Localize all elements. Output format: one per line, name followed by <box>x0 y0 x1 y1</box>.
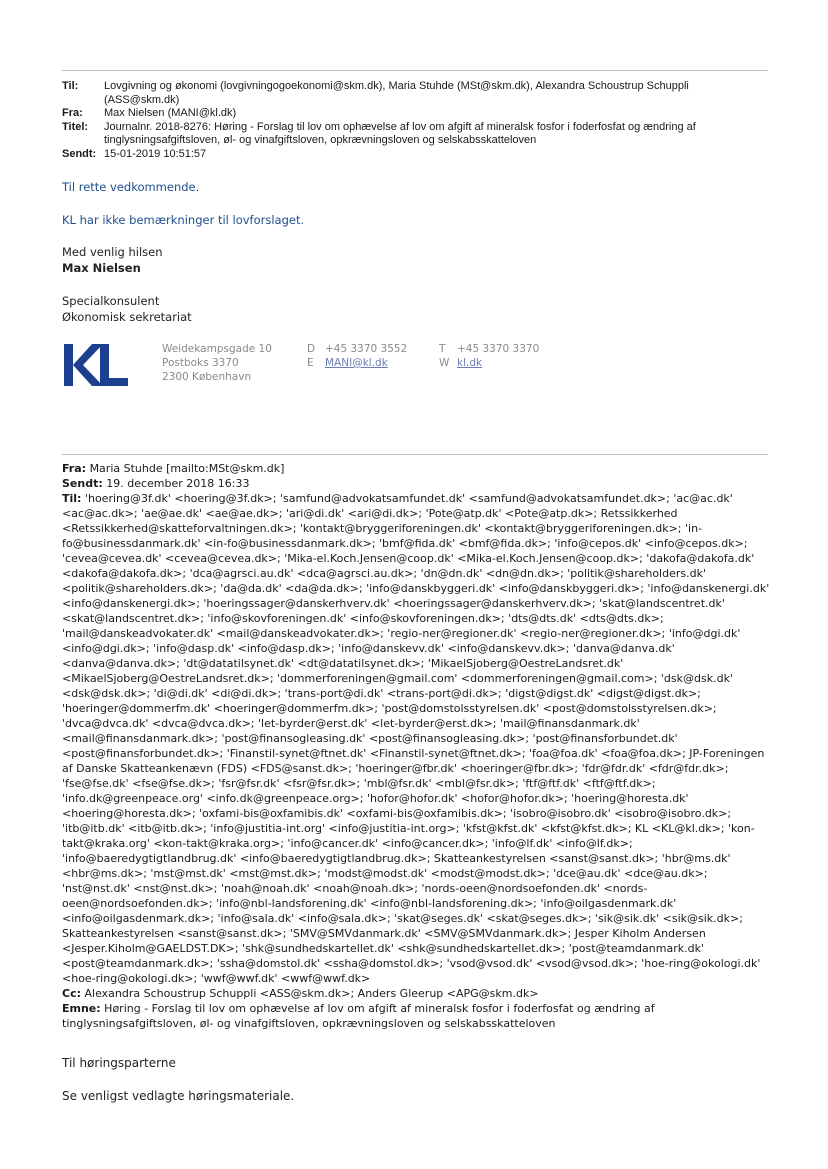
title-row <box>62 121 762 148</box>
fwd-from-value: Maria Stuhde [mailto:MSt@skm.dk] <box>89 462 285 475</box>
from-row <box>62 107 762 121</box>
reply-greeting: Til rette vedkommende. <box>62 180 200 194</box>
reply-statement: KL har ikke bemærkninger til lovforslaget. <box>62 213 305 227</box>
hearing-body: Se venligst vedlagte høringsmateriale. <box>62 1089 295 1103</box>
email-signature <box>62 340 582 396</box>
title-label: Titel: <box>62 120 89 133</box>
signature-direct-contact <box>307 342 407 370</box>
forwarded-message <box>62 461 774 1031</box>
fwd-subject-value: Høring - Forslag til lov om ophævelse af lov om afgift af mineralsk fosfor i foderfosfat og ændring af tinglysningsafgiftsloven, øl- og vinafgiftsloven, opkrævningsloven og selskabsskatteloven <box>62 1002 655 1030</box>
fwd-cc-row <box>62 986 774 1001</box>
fwd-sent-value: 19. december 2018 16:33 <box>106 477 250 490</box>
fwd-cc-label: Cc: <box>62 987 81 1000</box>
to-row <box>62 80 762 107</box>
direct-phone: +45 3370 3552 <box>325 343 408 355</box>
fwd-cc-value: Alexandra Schoustrup Schuppli <ASS@skm.dk>; Anders Gleerup <APG@skm.dk> <box>84 987 539 1000</box>
sender-name: Max Nielsen <box>62 261 141 275</box>
fwd-from-label: Fra: <box>62 462 87 475</box>
to-value: Lovgivning og økonomi (lovgivningogoekonomi@skm.dk), Maria Stuhde (MSt@skm.dk), Alexandra Schoustrup Schuppli (ASS@skm.dk) <box>104 80 689 106</box>
forward-divider <box>62 454 768 455</box>
fwd-sent-row <box>62 476 774 491</box>
address-line-1: Weidekampsgade 10 <box>162 343 272 355</box>
fwd-from-row <box>62 461 774 476</box>
main-phone-label: T <box>439 343 446 355</box>
email-link[interactable]: MANI@kl.dk <box>325 357 388 369</box>
from-label: Fra: <box>62 107 83 119</box>
to-label: Til: <box>62 80 79 92</box>
fwd-to-value: 'hoering@3f.dk' <hoering@3f.dk>; 'samfund@advokatsamfundet.dk' <samfund@advokatsamfundet.dk>; 'ac@ac.dk' <ac@ac.dk>; 'ae@ae.dk' <ae@ae.dk>; 'ari@di.dk' <ari@di.dk>; 'Pote@atp.dk' <Pote@atp.dk>; Retssikkerhed <Retssikkerhed@skatteforvaltningen.dk>; 'kontakt@bryggeriforeningen.dk' <kontakt@bryggeriforeningen.dk>; 'in-fo@businessdanmark.dk' <in-fo@businessdanmark.dk>; 'bmf@fida.dk' <bmf@fida.dk>; 'info@cepos.dk' <info@cepos.dk>; 'cevea@cevea.dk' <cevea@cevea.dk>; 'Mika-el.Koch.Jensen@coop.dk' <Mika-el.Koch.Jensen@coop.dk>; 'dakofa@dakofa.dk' <dakofa@dakofa.dk>; 'dca@agrsci.au.dk' <dca@agrsci.au.dk>; 'dn@dn.dk' <dn@dn.dk>; 'politik@shareholders.dk' <politik@shareholders.dk>; 'da@da.dk' <da@da.dk>; 'info@danskbyggeri.dk' <info@danskbyggeri.dk>; 'info@danskenergi.dk' <info@danskenergi.dk>; 'hoeringssager@danskerhverv.dk' <hoeringssager@danskerhverv.dk>; 'skat@landscentret.dk' <skat@landscentret.dk>; 'info@skovforeningen.dk' <info@skovforeningen.dk>; 'dts@dts.dk' <dts@dts.dk>; 'mail@danskeadvokater.dk' <mail@danskeadvokater.dk>; 'regio-ner@regioner.dk' <regio-ner@regioner.dk>; 'info@dgi.dk' <info@dgi.dk>; 'info@dasp.dk' <info@dasp.dk>; 'info@danskevv.dk' <info@danskevv.dk>; 'danva@danva.dk' <danva@danva.dk>; 'dt@datatilsynet.dk' <dt@datatilsynet.dk>; 'MikaelSjoberg@OestreLandsret.dk' <MikaelSjoberg@OestreLandsret.dk>; 'dommerforeningen@gmail.com' <dommerforeningen@gmail.com>; 'dsk@dsk.dk' <dsk@dsk.dk>; 'di@di.dk' <di@di.dk>; 'trans-port@di.dk' <trans-port@di.dk>; 'digst@digst.dk' <digst@digst.dk>; 'hoeringer@dommerfm.dk' <hoeringer@dommerfm.dk>; 'post@domstolsstyrelsen.dk' <post@domstolsstyrelsen.dk>; 'dvca@dvca.dk' <dvca@dvca.dk>; 'let-byrder@erst.dk' <let-byrder@erst.dk>; 'mail@finansdanmark.dk' <mail@finansdanmark.dk>; 'post@finansogleasing.dk' <post@finansogleasing.dk>; 'post@finansforbundet.dk' <post@finansforbundet.dk>; 'Finanstil-synet@ftnet.dk' <Finanstil-synet@ftnet.dk>; 'foa@foa.dk' <foa@foa.dk>; JP-Foreningen af Danske Skatteankenævn (FDS) <FDS@sanst.dk>; 'hoeringer@fbr.dk' <hoeringer@fbr.dk>; 'fdr@fdr.dk' <fdr@fdr.dk>; 'fse@fse.dk' <fse@fse.dk>; 'fsr@fsr.dk' <fsr@fsr.dk>; 'mbl@fsr.dk' <mbl@fsr.dk>; 'ftf@ftf.dk' <ftf@ftf.dk>; 'info.dk@greenpeace.org' <info.dk@greenpeace.org>; 'hofor@hofor.dk' <hofor@hofor.dk>; 'hoering@horesta.dk' <hoering@horesta.dk>; 'oxfami-bis@oxfamibis.dk' <oxfami-bis@oxfamibis.dk>; 'isobro@isobro.dk' <isobro@isobro.dk>; 'itb@itb.dk' <itb@itb.dk>; 'info@justitia-int.org' <info@justitia-int.org>; 'kfst@kfst.dk' <kfst@kfst.dk>; KL <KL@kl.dk>; 'kon-takt@kraka.org' <kon-takt@kraka.org>; 'info@cancer.dk' <info@cancer.dk>; 'info@lf.dk' <info@lf.dk>; 'info@baeredygtigtlandbrug.dk' <info@baeredygtigtlandbrug.dk>; Skatteankestyrelsen <sanst@sanst.dk>; 'hbr@ms.dk' <hbr@ms.dk>; 'mst@mst.dk' <mst@mst.dk>; 'modst@modst.dk' <modst@modst.dk>; 'dce@au.dk' <dce@au.dk>; 'nst@nst.dk' <nst@nst.dk>; 'noah@noah.dk' <noah@noah.dk>; 'nords-oeen@nordsoefonden.dk' <nords-oeen@nordsoefonden.dk>; 'info@nbl-landsforening.dk' <info@nbl-landsforening.dk>; 'info@oilgasdenmark.dk' <info@oilgasdenmark.dk>; 'info@sala.dk' <info@sala.dk>; 'skat@seges.dk' <skat@seges.dk>; 'sik@sik.dk' <sik@sik.dk>; Skatteankestyrelsen <sanst@sanst.dk>; 'SMV@SMVdanmark.dk' <SMV@SMVdanmark.dk>; Jesper Kiholm Andersen <Jesper.Kiholm@GAELDST.DK>; 'shk@sundhedskartellet.dk' <shk@sundhedskartellet.dk>; 'post@teamdanmark.dk' <post@teamdanmark.dk>; 'ssha@domstol.dk' <ssha@domstol.dk>; 'vsod@vsod.dk' <vsod@vsod.dk>; 'hoe-ring@okologi.dk' <hoe-ring@okologi.dk>; 'wwf@wwf.dk' <wwf@wwf.dk> <box>62 492 770 985</box>
signature-address <box>162 342 272 384</box>
signature-general-contact <box>439 342 539 370</box>
email-label: E <box>307 357 314 369</box>
fwd-to-row <box>62 491 774 986</box>
kl-logo <box>62 340 132 390</box>
direct-phone-label: D <box>307 343 316 355</box>
hearing-salutation: Til høringsparterne <box>62 1056 176 1070</box>
fwd-sent-label: Sendt: <box>62 477 103 490</box>
sent-row <box>62 148 762 162</box>
fwd-subject-row <box>62 1001 774 1031</box>
fwd-to-label: Til: <box>62 492 82 505</box>
address-line-2: Postboks 3370 <box>162 357 239 369</box>
title-value: Journalnr. 2018-8276: Høring - Forslag til lov om ophævelse af lov om afgift af mineralsk fosfor i foderfosfat og ændring af tinglysningsafgiftsloven, øl- og vinafgiftsloven, opkrævningsloven og selskabsskatteloven <box>104 120 696 146</box>
website-link[interactable]: kl.dk <box>457 357 483 369</box>
from-value: Max Nielsen (MANI@kl.dk) <box>104 107 237 119</box>
sender-role: Specialkonsulent <box>62 294 160 308</box>
fwd-subject-label: Emne: <box>62 1002 101 1015</box>
top-divider <box>62 70 768 71</box>
email-header <box>62 80 762 161</box>
address-line-3: 2300 København <box>162 371 252 383</box>
website-label: W <box>439 357 450 369</box>
main-phone: +45 3370 3370 <box>457 343 540 355</box>
sent-label: Sendt: <box>62 147 97 160</box>
sender-department: Økonomisk sekretariat <box>62 310 192 324</box>
closing-phrase: Med venlig hilsen <box>62 245 163 259</box>
sent-value: 15-01-2019 10:51:57 <box>104 147 207 160</box>
